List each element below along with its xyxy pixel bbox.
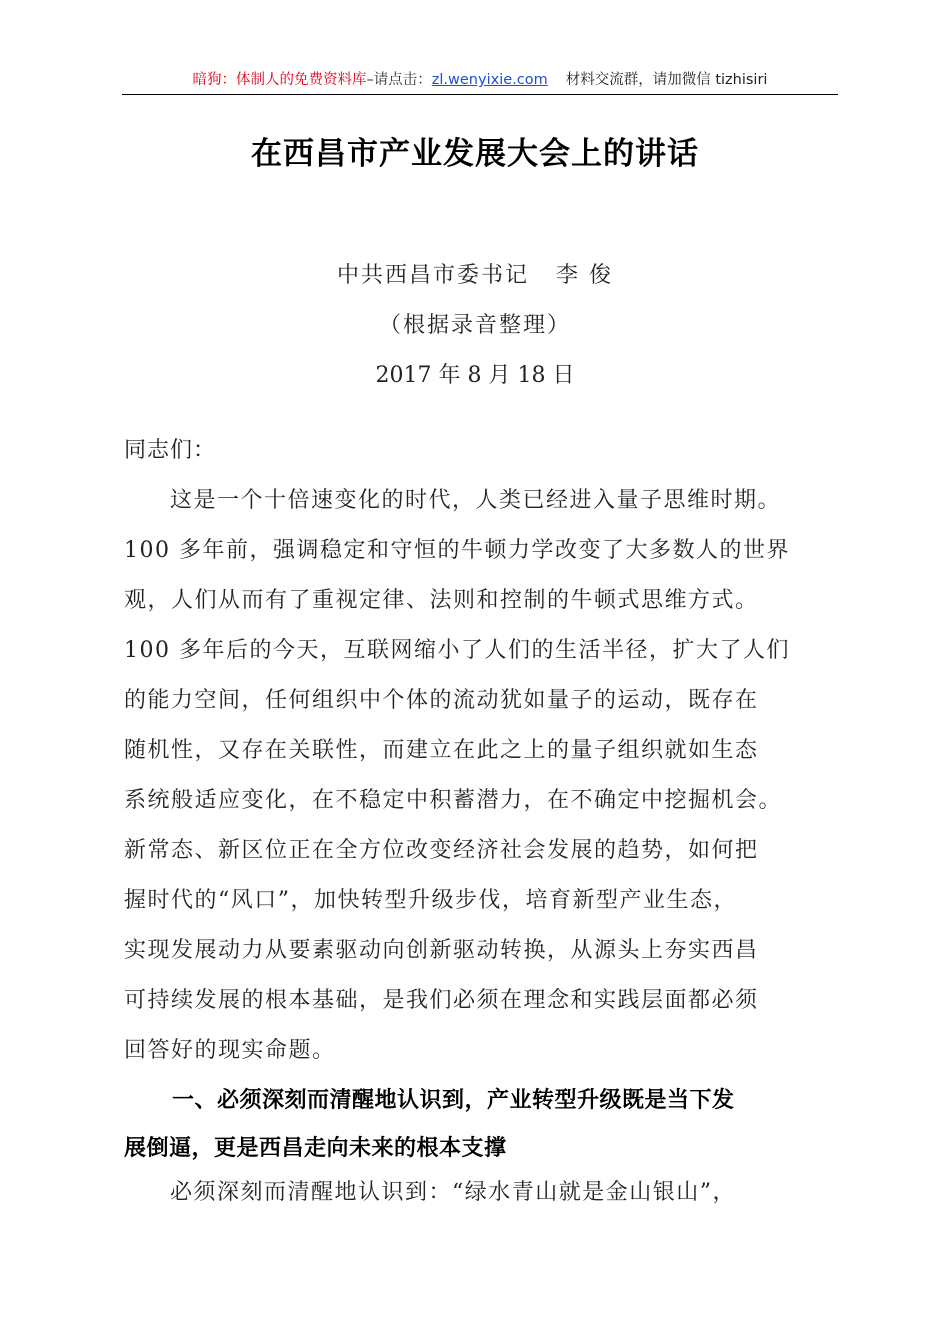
section-heading-line: 一、必须深刻而清醒地认识到，产业转型升级既是当下发 [172, 1088, 735, 1113]
paragraph-line: 实现发展动力从要素驱动向创新驱动转换，从源头上夯实西昌 [124, 938, 759, 963]
paragraph-line: 随机性，又存在关联性，而建立在此之上的量子组织就如生态 [124, 738, 759, 763]
paragraph-line: 可持续发展的根本基础，是我们必须在理念和实践层面都必须 [124, 988, 759, 1013]
paragraph-1 [124, 476, 838, 1076]
paragraph-line: 100 多年前，强调稳定和守恒的牛顿力学改变了大多数人的世界 [124, 538, 790, 563]
header-link[interactable]: zl.wenyixie.com [431, 72, 548, 88]
header-promo-text: 暗狗：体制人的免费资料库 [192, 72, 367, 88]
section-1-heading [124, 1077, 838, 1173]
paragraph-line: 的能力空间，任何组织中个体的流动犹如量子的运动，既存在 [124, 688, 759, 713]
author-line: 中共西昌市委书记 李 俊 [337, 263, 613, 288]
section-heading-line: 展倒逼，更是西昌走向未来的根本支撑 [124, 1136, 507, 1161]
section-1-first-line: 必须深刻而清醒地认识到：“绿水青山就是金山银山”， [170, 1180, 736, 1205]
paragraph-line: 这是一个十倍速变化的时代，人类已经进入量子思维时期。 [170, 488, 782, 513]
header-click-text: –请点击： [366, 72, 432, 88]
paragraph-line: 新常态、新区位正在全方位改变经济社会发展的趋势，如何把 [124, 838, 759, 863]
speech-date: 2017 年 8 月 18 日 [375, 363, 575, 388]
transcript-note: （根据录音整理） [378, 313, 571, 338]
document-title: 在西昌市产业发展大会上的讲话 [251, 136, 699, 172]
paragraph-line: 观，人们从而有了重视定律、法则和控制的牛顿式思维方式。 [124, 588, 759, 613]
paragraph-line: 回答好的现实命题。 [124, 1038, 336, 1063]
paragraph-line: 握时代的“风口”，加快转型升级步伐，培育新型产业生态， [124, 888, 737, 913]
page-header [122, 68, 838, 95]
paragraph-line: 100 多年后的今天，互联网缩小了人们的生活半径，扩大了人们 [124, 638, 790, 663]
paragraph-line: 系统般适应变化，在不稳定中积蓄潜力，在不确定中挖掘机会。 [124, 788, 783, 813]
header-contact-text: 材料交流群，请加微信 tizhisiri [565, 72, 768, 88]
greeting: 同志们： [124, 438, 217, 463]
